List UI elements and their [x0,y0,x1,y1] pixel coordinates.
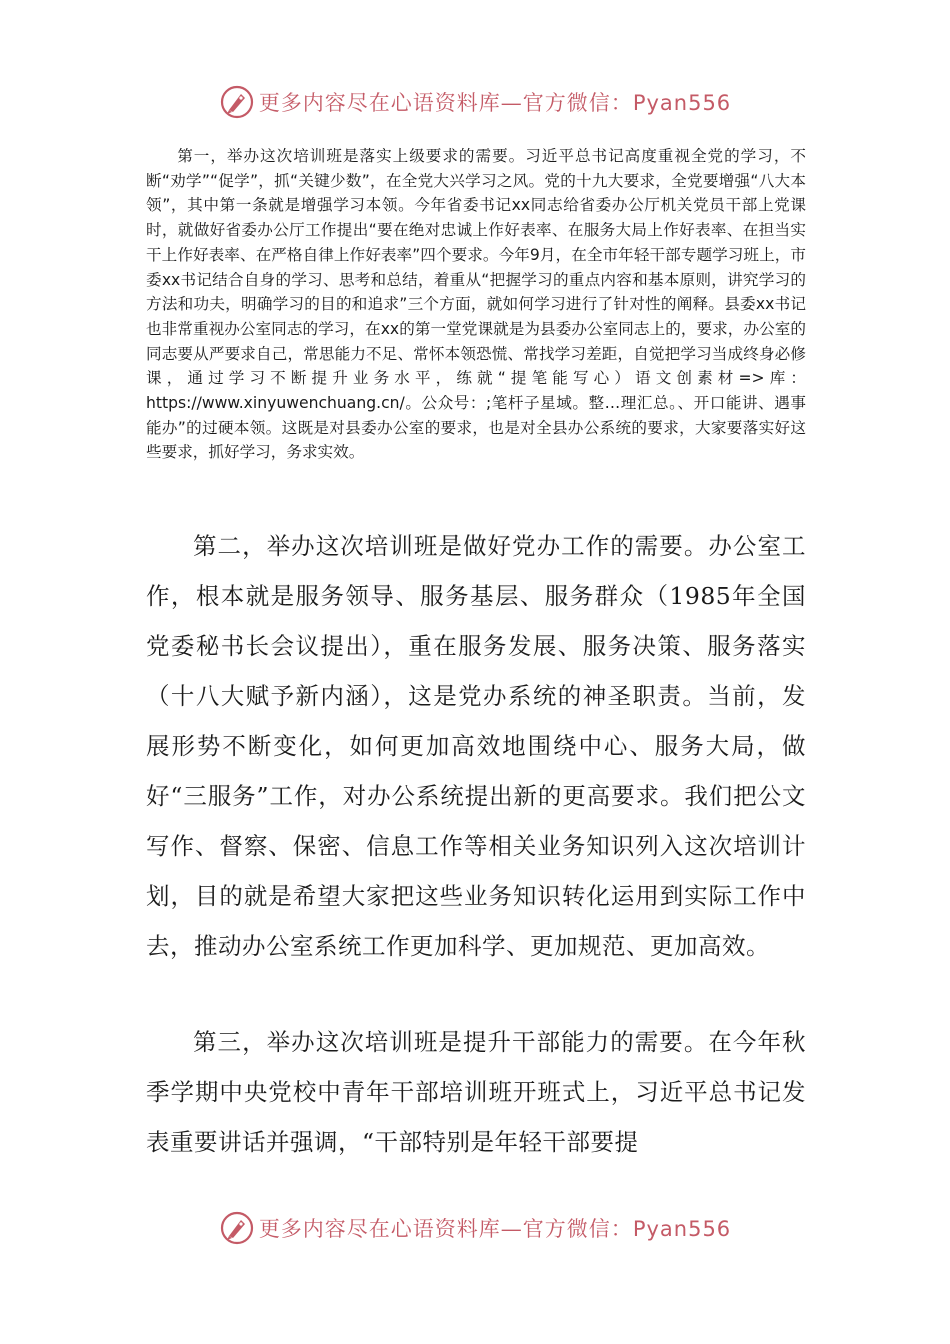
pen-nib-logo-icon [219,1210,255,1246]
paragraph-third: 第三，举办这次培训班是提升干部能力的需要。在今年秋季学期中央党校中青年干部培训班开班式上，习近平总书记发表重要讲话并强调，“干部特别是年轻干部要提 [146,1028,806,1156]
footer-banner-text: 更多内容尽在心语资料库—官方微信： [258,1217,633,1241]
header-banner-text: 更多内容尽在心语资料库—官方微信： [258,91,633,115]
footer-wechat-id: Pyan556 [632,1217,732,1241]
pen-nib-logo-icon [219,84,255,120]
header-wechat-id: Pyan556 [632,91,732,115]
footer-banner [0,1203,950,1253]
header-banner [0,77,950,127]
paragraph-second: 第二，举办这次培训班是做好党办工作的需要。办公室工作，根本就是服务领导、服务基层、服务群众（1985年全国党委秘书长会议提出），重在服务发展、服务决策、服务落实（十八大赋予新内涵），这是党办系统的神圣职责。当前，发展形势不断变化，如何更加高效地围绕中心、服务大局，做好“三服务”工作，对办公系统提出新的更高要求。我们把公文写作、督察、保密、信息工作等相关业务知识列入这次培训计划，目的就是希望大家把这些业务知识转化运用到实际工作中去，推动办公室系统工作更加科学、更加规范、更加高效。 [146,532,806,960]
paragraph-first: 第一，举办这次培训班是落实上级要求的需要。习近平总书记高度重视全党的学习，不断“劝学”“促学”，抓“关键少数”，在全党大兴学习之风。党的十九大要求，全党要增强“八大本领”，其中第一条就是增强学习本领。今年省委书记xx同志给省委办公厅机关党员干部上党课时，就做好省委办公厅工作提出“要在绝对忠诚上作好表率、在服务大局上作好表率、在担当实干上作好表率、在严格自律上作好表率”四个要求。今年9月，在全市年轻干部专题学习班上，市委xx书记结合自身的学习、思考和总结，着重从“把握学习的重点内容和基本原则，讲究学习的方法和功夫，明确学习的目的和追求”三个方面，就如何学习进行了针对性的阐释。县委xx书记也非常重视办公室同志的学习，在xx的第一堂党课就是为县委办公室同志上的，要求，办公室的同志要从严要求自己，常思能力不足、常怀本领恐慌、常找学习差距，自觉把学习当成终身必修课，通过学习不断提升业务水平，练就“提笔能写心）语文创素材=>库：https://www.xinyuwenchuang.cn/。公众号：;笔杆子星域。整…理汇总。、开口能讲、遇事能办”的过硬本领。这既是对县委办公室的要求，也是对全县办公系统的要求，大家要落实好这些要求，抓好学习，务求实效。 [146,147,806,462]
